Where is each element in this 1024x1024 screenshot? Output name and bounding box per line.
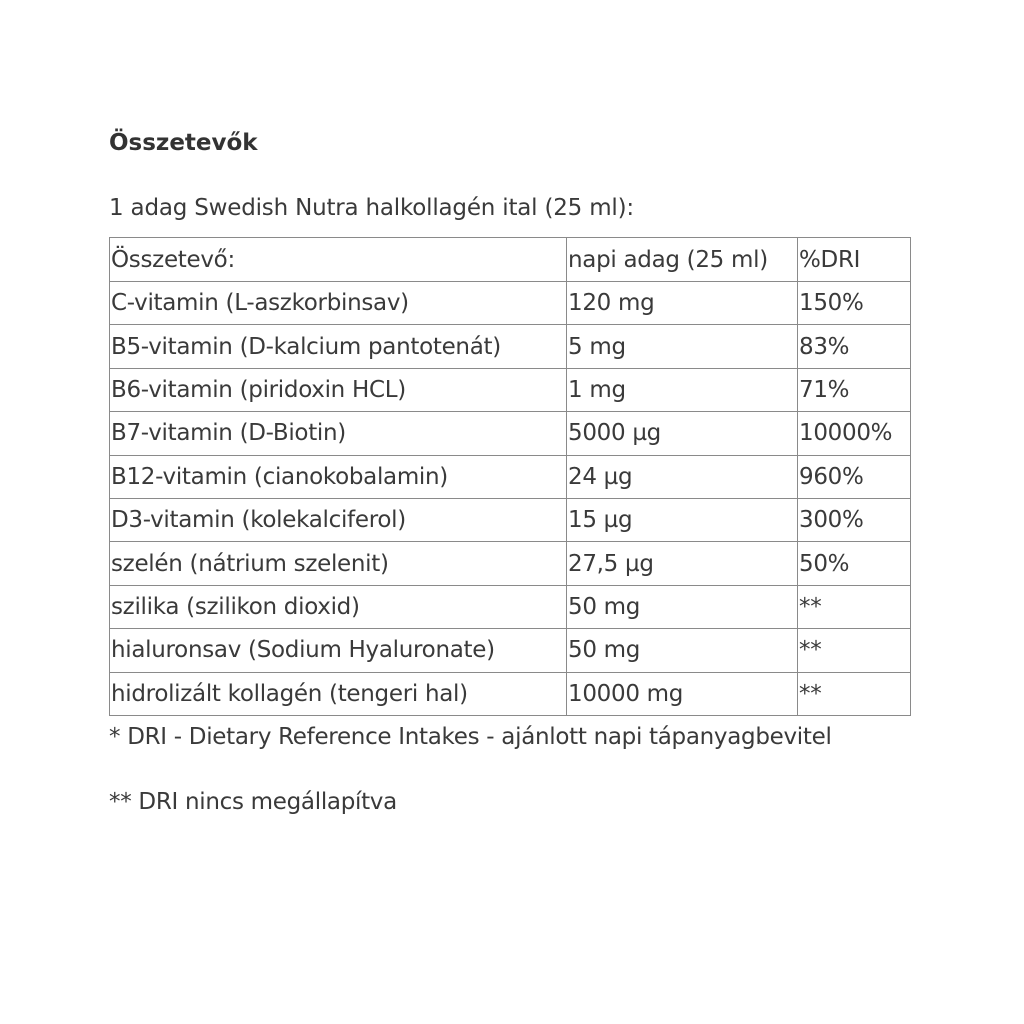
serving-description: 1 adag Swedish Nutra halkollagén ital (25 ml):	[109, 195, 634, 221]
footnote-dri-definition: * DRI - Dietary Reference Intakes - ajánlott napi tápanyagbevitel	[109, 723, 832, 750]
table-row	[110, 629, 911, 672]
ingredient-dri: **	[798, 672, 911, 715]
ingredient-dose: 10000 mg	[567, 672, 798, 715]
header-daily-dose: napi adag (25 ml)	[567, 238, 798, 282]
ingredient-name: B12-vitamin (cianokobalamin)	[110, 455, 567, 498]
ingredient-name: B6-vitamin (piridoxin HCL)	[110, 368, 567, 411]
ingredient-name: C-vitamin (L-aszkorbinsav)	[110, 282, 567, 325]
ingredient-dri: **	[798, 585, 911, 628]
ingredient-dri: 150%	[798, 282, 911, 325]
ingredient-name: B7-vitamin (D-Biotin)	[110, 412, 567, 455]
ingredient-name: B5-vitamin (D-kalcium pantotenát)	[110, 325, 567, 368]
ingredient-name: szilika (szilikon dioxid)	[110, 585, 567, 628]
ingredient-name: hialuronsav (Sodium Hyaluronate)	[110, 629, 567, 672]
ingredient-dose: 24 µg	[567, 455, 798, 498]
table-row	[110, 498, 911, 541]
ingredient-dose: 5 mg	[567, 325, 798, 368]
table-row	[110, 672, 911, 715]
footnote-dri-not-established: ** DRI nincs megállapítva	[109, 788, 397, 815]
ingredients-table	[109, 237, 911, 716]
ingredient-dose: 5000 µg	[567, 412, 798, 455]
table-row	[110, 542, 911, 585]
ingredient-dri: 50%	[798, 542, 911, 585]
table-row	[110, 412, 911, 455]
table-row	[110, 585, 911, 628]
ingredient-dri: 10000%	[798, 412, 911, 455]
ingredient-dose: 1 mg	[567, 368, 798, 411]
table-row	[110, 368, 911, 411]
ingredients-section	[109, 126, 989, 819]
ingredient-name: D3-vitamin (kolekalciferol)	[110, 498, 567, 541]
ingredient-dri: 83%	[798, 325, 911, 368]
ingredient-dri: 300%	[798, 498, 911, 541]
ingredient-name: hidrolizált kollagén (tengeri hal)	[110, 672, 567, 715]
ingredient-dose: 15 µg	[567, 498, 798, 541]
table-header-row	[110, 238, 911, 282]
table-row	[110, 282, 911, 325]
ingredient-dose: 27,5 µg	[567, 542, 798, 585]
ingredient-dri: 960%	[798, 455, 911, 498]
ingredient-dose: 50 mg	[567, 585, 798, 628]
header-dri: %DRI	[798, 238, 911, 282]
ingredient-dri: 71%	[798, 368, 911, 411]
table-row	[110, 455, 911, 498]
ingredient-dose: 120 mg	[567, 282, 798, 325]
ingredient-dri: **	[798, 629, 911, 672]
header-ingredient: Összetevő:	[110, 238, 567, 282]
ingredient-dose: 50 mg	[567, 629, 798, 672]
ingredient-name: szelén (nátrium szelenit)	[110, 542, 567, 585]
section-heading: Összetevők	[109, 130, 258, 156]
table-row	[110, 325, 911, 368]
